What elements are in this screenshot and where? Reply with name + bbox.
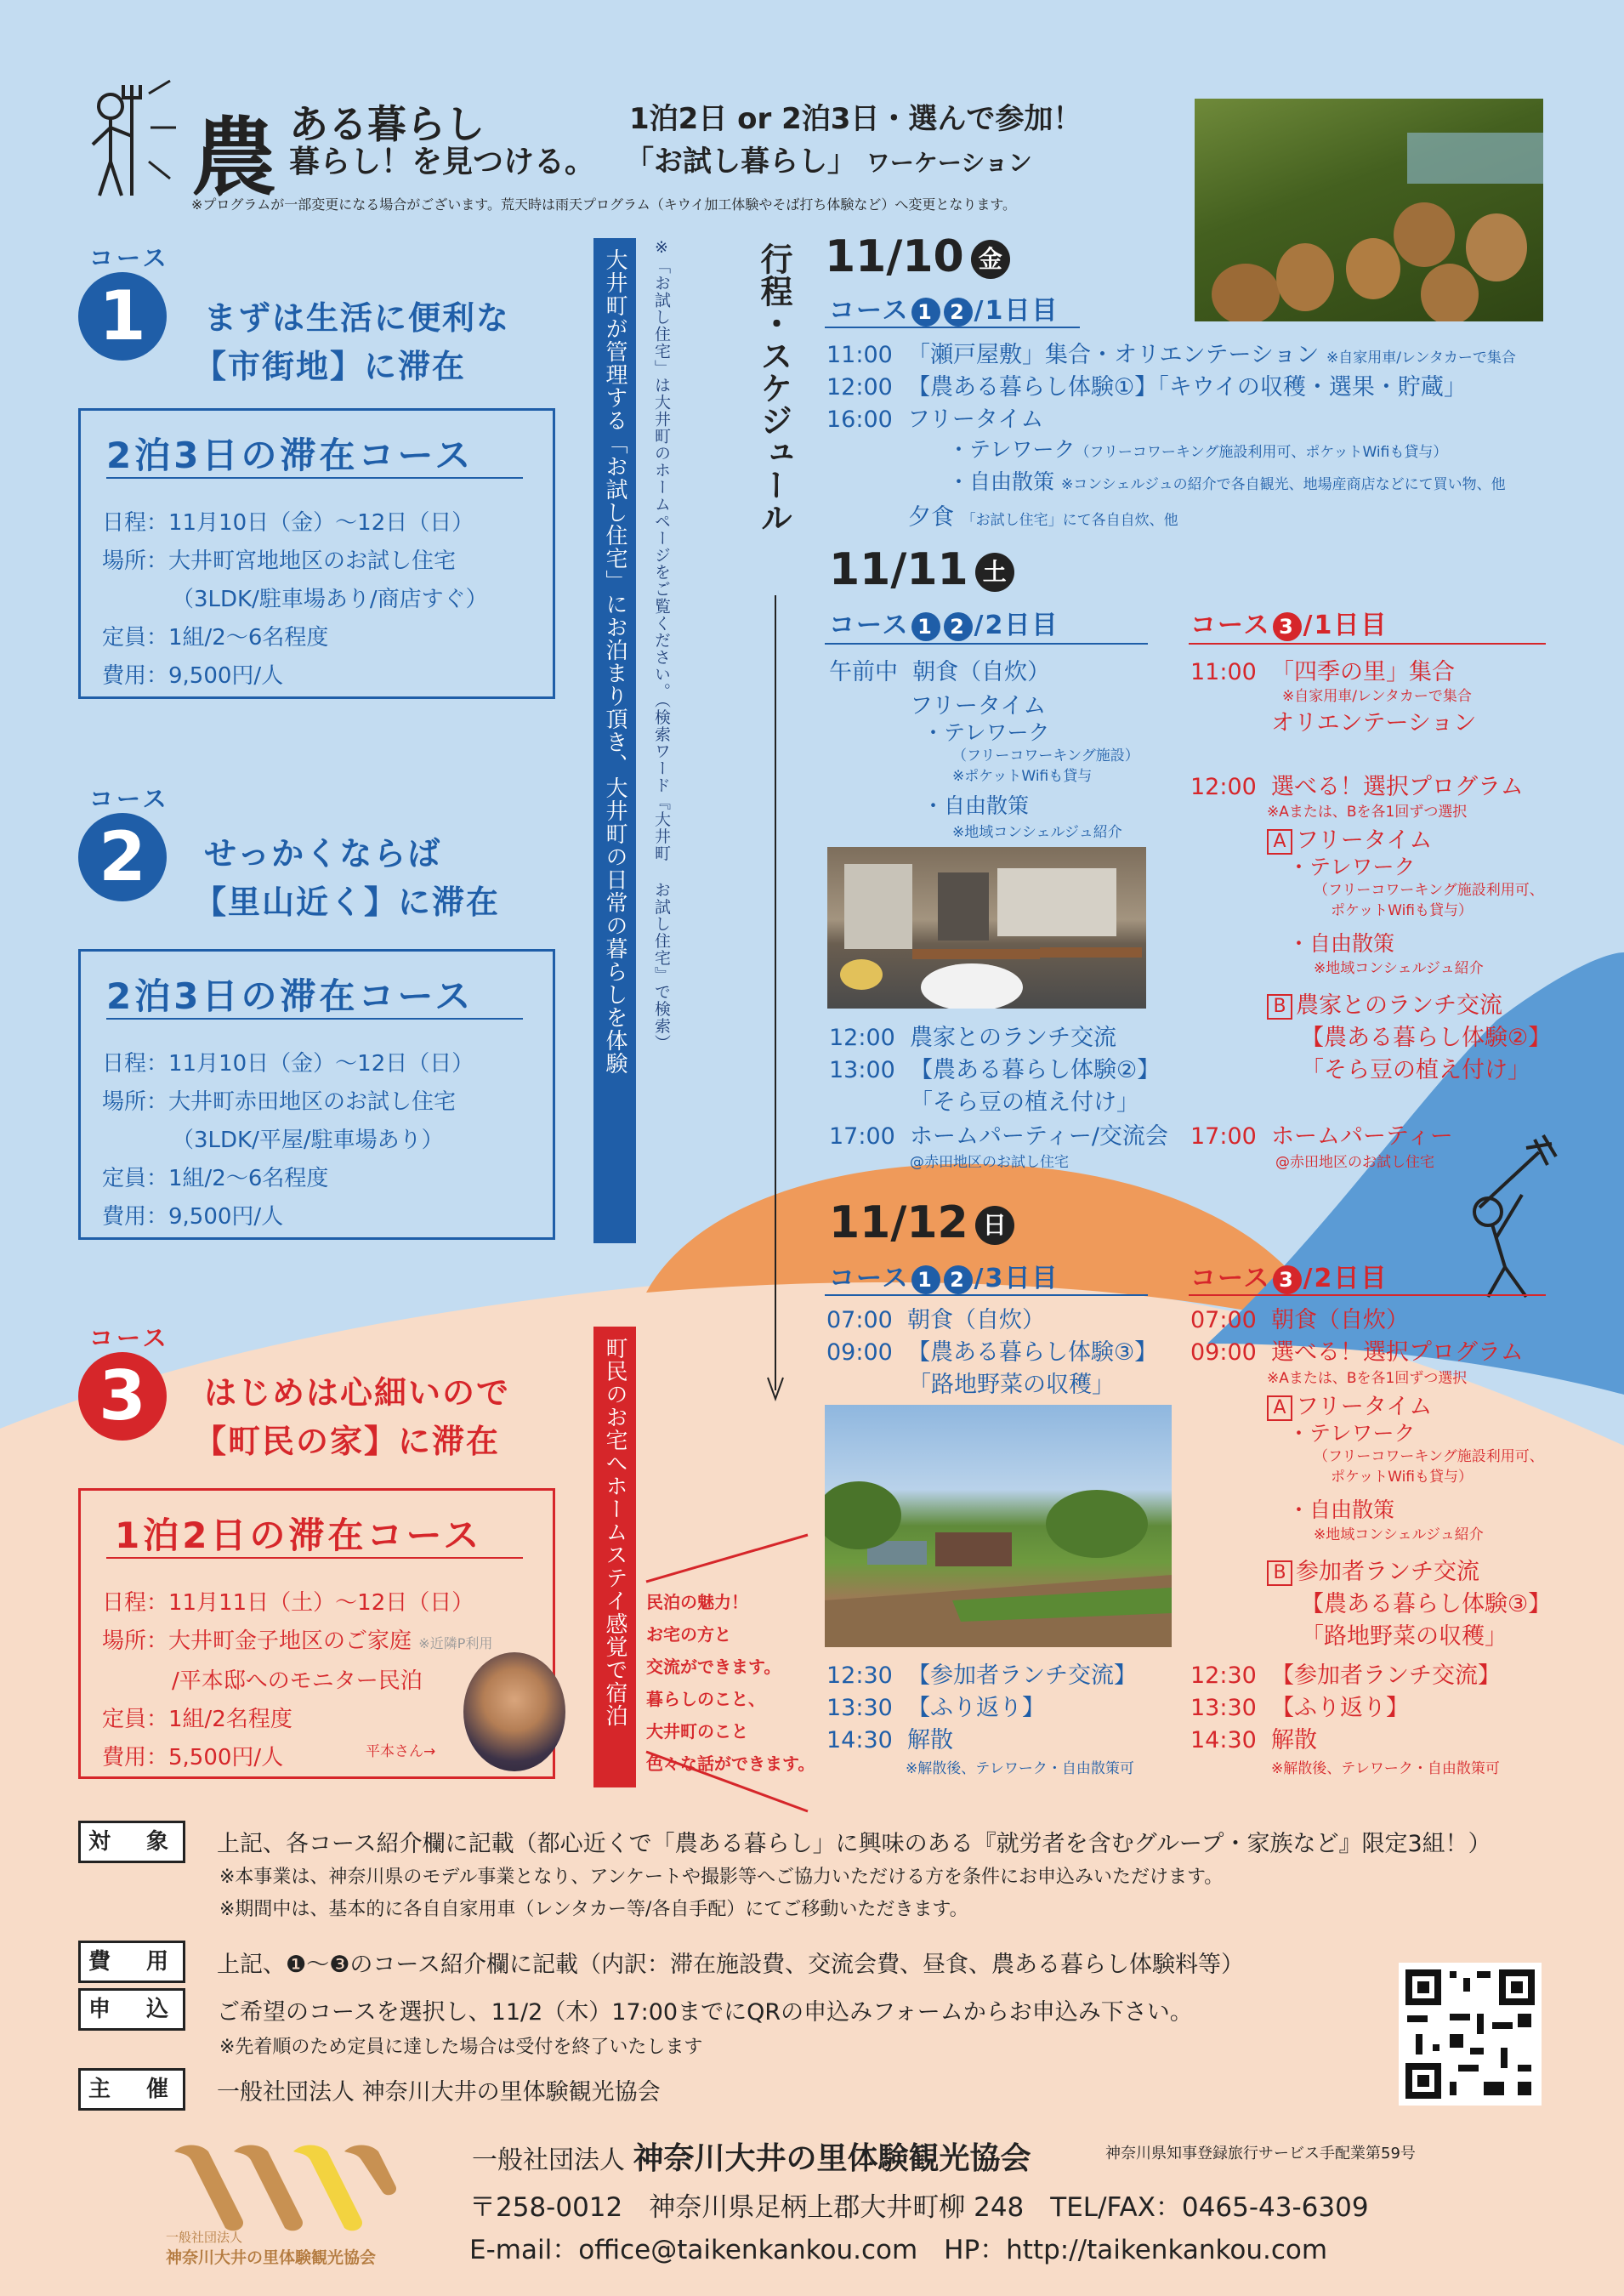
day2-left-row2: @赤田地区のお試し住宅: [910, 1154, 1069, 1171]
day3-left-course-head: [829, 1257, 1059, 1294]
row-text: 朝食（自炊）: [906, 1307, 1045, 1333]
row-time: 13:30: [1190, 1695, 1257, 1721]
day3-right-row: [1190, 1657, 1501, 1690]
row-time: 14:30: [1190, 1727, 1257, 1753]
day2-left-row: フリータイム: [910, 693, 1047, 719]
course1-title-1: まずは生活に便利な: [204, 299, 511, 337]
field-photo: [825, 1405, 1172, 1647]
footer-org-name: 神奈川大井の里体験観光協会: [633, 2141, 1031, 2176]
course2-line: 場所：大井町赤田地区のお試し住宅: [102, 1089, 457, 1115]
field-scene: [825, 1405, 1172, 1647]
header-note: ※プログラムが一部変更になる場合がございます。荒天時は雨天プログラム（キウイ加工体験やそば打ち体験など）へ変更となります。: [191, 196, 1017, 213]
row-text: 参加者ランチ交流: [1296, 1559, 1479, 1585]
day2-left-underline: [825, 643, 1148, 645]
speech-line: 交流ができます。: [646, 1657, 781, 1677]
row-text: ・自由散策: [948, 469, 1055, 494]
logo-caption-2: 神奈川大井の里体験観光協会: [166, 2248, 377, 2267]
row-text: フリータイム: [906, 406, 1044, 433]
row-text: 選べる！選択プログラム: [1270, 774, 1524, 800]
row-text: 【農ある暮らし体験①】「キウイの収穫・選果・貯蔵」: [906, 374, 1467, 401]
footer-address: 〒258-0012 神奈川県足柄上郡大井町柳 248 TEL/FAX：0465-43-6309: [469, 2192, 1369, 2223]
course2-box-divider: [106, 1018, 523, 1020]
course3-title-1: はじめは心細いので: [204, 1374, 511, 1412]
catch-main: 「お試し暮らし」: [625, 145, 856, 179]
day3-weekday: 日: [975, 1206, 1014, 1245]
day2-left-row: ※地域コンシェルジュ紹介: [952, 824, 1122, 841]
day3-left-row2: ※解散後、テレワーク・自由散策可: [906, 1760, 1134, 1777]
row-time: 11:00: [826, 342, 893, 368]
row-text: 【農ある暮らし体験②】: [909, 1057, 1161, 1083]
day2-right-row: オリエンテーション: [1271, 710, 1477, 736]
row-time: 17:00: [1190, 1123, 1257, 1150]
row-time: 14:30: [826, 1727, 893, 1753]
info-target-line: ※期間中は、基本的に各自自家用車（レンタカー等/各自手配）にてご移動いただきます。: [219, 1899, 968, 1920]
course1-number: 1: [78, 272, 167, 361]
row-note: ※コンシェルジュの紹介で各自観光、地場産商店などにて買い物、他: [1060, 476, 1506, 493]
row-text: 【参加者ランチ交流】: [1270, 1662, 1501, 1689]
day1-row: [826, 401, 1043, 434]
row-text: 【農ある暮らし体験③】: [906, 1339, 1158, 1366]
day1-underline: [825, 327, 1080, 328]
person-caption: 平本さん→: [366, 1743, 436, 1760]
option-box: B: [1267, 1560, 1292, 1586]
info-target-line: 上記、各コース紹介欄に記載（都心近くで「農ある暮らし」に興味のある『就労者を含むグループ・家族など』限定3組！）: [217, 1831, 1491, 1857]
host-photo: [463, 1652, 565, 1771]
day1-date-text: 11/10: [825, 231, 964, 282]
row-time: 12:00: [829, 1025, 895, 1051]
day2-right-row: [1190, 653, 1455, 686]
day2-right-course-head: [1190, 604, 1388, 641]
day2-right-row: 【農ある暮らし体験②】: [1301, 1025, 1552, 1051]
coworking-photo: [827, 847, 1146, 1009]
day3-right-row: [1190, 1301, 1409, 1334]
row-text: 「四季の里」集合: [1270, 659, 1455, 685]
day3-left-row: [826, 1333, 1157, 1367]
course2-box-title: 2泊3日の滞在コース: [106, 975, 474, 1017]
day3-right-course-head: [1190, 1257, 1388, 1294]
course-head-day: /2日目: [974, 611, 1059, 640]
day3-right-underline: [1189, 1294, 1546, 1296]
row-text: 朝食（自炊）: [1270, 1307, 1409, 1333]
info-organizer-line: 一般社団法人 神奈川大井の里体験観光協会: [217, 2079, 661, 2106]
course1-line: 場所：大井町宮地地区のお試し住宅: [102, 548, 457, 574]
day3-right-row: （フリーコワーキング施設利用可、: [1314, 1448, 1544, 1465]
day2-left-row2: [829, 1019, 1116, 1052]
row-note: （フリーコワーキング施設利用可、ポケットWifiも貸与）: [1075, 444, 1448, 461]
day2-right-row: ※自家用車/レンタカーで集合: [1282, 688, 1472, 705]
course2-line: （3LDK/平屋/駐車場あり）: [172, 1128, 444, 1153]
row-time: 17:00: [829, 1123, 895, 1150]
title-line-1: ある暮らし: [289, 101, 485, 147]
course1-line: 定員：1組/2～6名程度: [102, 625, 329, 651]
course-head-label: コース: [829, 1264, 910, 1293]
course-num-badge: 3: [1273, 612, 1302, 641]
course-head-day: /2日目: [1303, 1264, 1388, 1293]
row-text: ホームパーティー: [1270, 1123, 1453, 1150]
day3-right-row: ※地域コンシェルジュ紹介: [1314, 1526, 1484, 1543]
speech-line: 大井町のこと: [646, 1721, 748, 1742]
course1-box-divider: [106, 477, 523, 479]
day3-left-row2: [826, 1721, 953, 1754]
course1-details: [102, 504, 488, 696]
info-target-line: ※本事業は、神奈川県のモデル事業となり、アンケートや撮影等へご協力いただける方を条件にお申込みいただけます。: [219, 1867, 1224, 1888]
parking-note: ※近隣P利用: [418, 1635, 493, 1651]
day3-date-text: 11/12: [829, 1197, 968, 1248]
speech-bubble: [646, 1586, 815, 1780]
option-box: A: [1267, 829, 1292, 855]
course-head-day: /1日目: [974, 296, 1059, 326]
info-apply-line: ※先着順のため定員に達した場合は受付を終了いたします: [219, 2037, 703, 2058]
course1-box: [78, 408, 555, 699]
day3-right-row: [1190, 1333, 1524, 1367]
day3-left-row2: [826, 1657, 1137, 1690]
day3-date: [829, 1197, 1014, 1248]
course1-label: コース: [89, 244, 170, 272]
course-head-day: /1日目: [1303, 611, 1388, 640]
course3-box-title: 1泊2日の滞在コース: [115, 1515, 483, 1556]
day3-left-row2: [826, 1689, 1045, 1722]
course3-line: [102, 1623, 492, 1662]
course3-label: コース: [89, 1324, 170, 1352]
course2-line: 日程：11月10日（金）～12日（日）: [102, 1051, 474, 1077]
farmer-figure-icon: [81, 77, 183, 204]
info-label-organizer: 主 催: [78, 2068, 185, 2111]
course2-line: 費用：9,500円/人: [102, 1204, 284, 1230]
row-text: 解散: [1270, 1727, 1317, 1753]
hoe-figure-icon: [1462, 1131, 1564, 1301]
course2-details: [102, 1045, 474, 1236]
row-text: 「瀬戸屋敷」集合・オリエンテーション: [906, 342, 1320, 368]
org-logo-icon: [166, 2134, 404, 2236]
row-time: 13:00: [829, 1057, 895, 1083]
course-num-badge: 1: [911, 298, 940, 327]
day2-right-row: [1190, 768, 1524, 801]
course1-title-2: 【市街地】に滞在: [194, 348, 467, 385]
row-time: 12:00: [1190, 774, 1257, 800]
day2-left-row: ・テレワーク: [923, 720, 1050, 745]
day2-right-row: ・テレワーク: [1288, 855, 1416, 879]
course1-box-title: 2泊3日の滞在コース: [106, 435, 474, 476]
day1-row: [826, 368, 1467, 401]
day2-left-row: [829, 653, 1050, 686]
kiwi-photo: [1195, 99, 1543, 321]
speech-line: お宅の方と: [646, 1624, 731, 1645]
title-line-2: 暮らし！を見つける。: [289, 145, 596, 179]
row-time: 13:30: [826, 1695, 893, 1721]
row-text: フリータイム: [1296, 1394, 1433, 1420]
row-text: 夕食: [908, 504, 954, 531]
day3-left-row: 「路地野菜の収穫」: [908, 1372, 1115, 1398]
course3-title-2: 【町民の家】に滞在: [194, 1423, 501, 1460]
row-text: 農家とのランチ交流: [1296, 992, 1502, 1019]
day2-right-row: （フリーコワーキング施設利用可、: [1314, 882, 1544, 899]
course-num-badge: 3: [1273, 1265, 1302, 1294]
day2-left-course-head: [829, 604, 1059, 641]
day2-right-underline: [1189, 643, 1546, 645]
day2-left-row2: [829, 1051, 1160, 1084]
row-note: ※自家用車/レンタカーで集合: [1326, 350, 1516, 367]
footer-license: 神奈川県知事登録旅行サービス手配業第59号: [1105, 2145, 1416, 2162]
course2-title-1: せっかくならば: [204, 835, 442, 872]
qr-code-pattern: [1399, 1963, 1542, 2106]
day2-right-row: ・自由散策: [1288, 931, 1395, 956]
course3-line: /平本邸へのモニター民泊: [172, 1668, 423, 1694]
row-text: 選べる！選択プログラム: [1270, 1339, 1524, 1366]
day2-right-row: [1190, 1117, 1453, 1151]
course3-line-text: 場所：大井町金子地区のご家庭: [102, 1628, 412, 1654]
day2-right-row: 「そら豆の植え付け」: [1301, 1057, 1530, 1083]
day1-date: [825, 231, 1010, 282]
row-time: 09:00: [826, 1339, 893, 1366]
footer-contact[interactable]: E-mail：office@taikenkankou.com HP：http://taikenkankou.com: [469, 2235, 1328, 2265]
row-note: 「お試し住宅」にて各自自炊、他: [961, 512, 1178, 529]
schedule-arrow: [765, 595, 786, 1403]
day2-right-row: [1267, 986, 1502, 1020]
course-head-label: コース: [829, 611, 910, 640]
day1-row: [948, 433, 1447, 463]
row-time: 12:00: [826, 374, 893, 401]
row-text: 農家とのランチ交流: [909, 1025, 1116, 1051]
vertical-strip-blue: 大井町が管理する「お試し住宅」にお泊まり頂き、大井町の日常の暮らしを体験: [593, 238, 636, 1243]
row-time: 11:00: [1190, 659, 1257, 685]
footer-org-prefix: 一般社団法人: [472, 2145, 625, 2175]
day2-left-row: （フリーコワーキング施設）: [952, 747, 1139, 764]
course3-box-divider: [106, 1557, 523, 1559]
day2-right-row: ポケットWifiも貸与）: [1331, 902, 1474, 919]
day2-left-row2: 「そら豆の植え付け」: [910, 1089, 1139, 1116]
catch-sub: ワーケーション: [866, 149, 1032, 177]
speech-line: 民泊の魅力！: [646, 1592, 748, 1612]
day2-right-row: ※Aまたは、Bを各1回ずつ選択: [1267, 804, 1468, 821]
footer-org: [472, 2134, 1031, 2178]
day3-right-row: ・テレワーク: [1288, 1421, 1416, 1446]
course2-box: [78, 949, 555, 1240]
day1-row: [908, 498, 1178, 531]
course3-number: 3: [78, 1352, 167, 1441]
day1-row: [826, 336, 1516, 369]
course-head-day: /3日目: [974, 1264, 1059, 1293]
row-time: 12:30: [826, 1662, 893, 1689]
info-label-apply: 申 込: [78, 1988, 185, 2031]
day3-right-row: ※Aまたは、Bを各1回ずつ選択: [1267, 1370, 1468, 1387]
catch-line-1: 1泊2日 or 2泊3日・選んで参加！: [629, 102, 1082, 136]
row-text: ホームパーティー/交流会: [909, 1123, 1168, 1150]
qr-code[interactable]: [1399, 1963, 1542, 2106]
course2-line: 定員：1組/2～6名程度: [102, 1166, 329, 1191]
row-text: 【参加者ランチ交流】: [906, 1662, 1137, 1689]
day1-weekday: 金: [971, 240, 1010, 279]
course2-label: コース: [89, 785, 170, 813]
speech-line: 暮らしのこと、: [646, 1689, 765, 1709]
course3-line: 日程：11月11日（土）～12日（日）: [102, 1590, 474, 1616]
info-label-target: 対 象: [78, 1821, 185, 1863]
course-head-label: コース: [829, 296, 910, 326]
day3-right-row: 「路地野菜の収穫」: [1301, 1623, 1508, 1650]
row-time: 16:00: [826, 406, 893, 433]
row-time: 12:30: [1190, 1662, 1257, 1689]
day2-right-row: @赤田地区のお試し住宅: [1275, 1154, 1434, 1171]
row-text: 【ふり返り】: [906, 1695, 1045, 1721]
vertical-strip-red: 町民のお宅へホームステイ感覚で宿泊: [593, 1327, 636, 1787]
course-num-badge: 1: [911, 1265, 940, 1294]
day3-left-row: [826, 1301, 1045, 1334]
day2-date-text: 11/11: [829, 544, 968, 595]
info-apply-line: ご希望のコースを選択し、11/2（木）17:00までにQRの申込みフォームからお申込み下さい。: [217, 1999, 1193, 2026]
course1-line: （3LDK/駐車場あり/商店すぐ）: [172, 587, 488, 612]
schedule-heading: 行程・スケジュール: [755, 242, 792, 533]
row-text: 【ふり返り】: [1270, 1695, 1409, 1721]
course3-box: [78, 1488, 555, 1779]
row-text: 朝食（自炊）: [912, 659, 1051, 685]
course3-line: 定員：1組/2名程度: [102, 1707, 292, 1732]
day3-right-row: ※解散後、テレワーク・自由散策可: [1271, 1760, 1500, 1777]
course-head-label: コース: [1190, 611, 1271, 640]
row-time: 午前中: [829, 659, 898, 685]
day2-date: [829, 544, 1014, 595]
day3-right-row: [1190, 1721, 1317, 1754]
option-box: A: [1267, 1395, 1292, 1421]
option-box: B: [1267, 994, 1292, 1020]
course1-line: 日程：11月10日（金）～12日（日）: [102, 510, 474, 536]
row-text: 解散: [906, 1727, 953, 1753]
coworking-furniture: [827, 847, 1146, 1009]
day3-right-row: [1267, 1553, 1479, 1586]
catch-line-2: [625, 138, 1032, 179]
day3-right-row: 【農ある暮らし体験③】: [1301, 1591, 1552, 1617]
vertical-note: ※「お試し住宅」は大井町のホームページをご覧ください。（検索ワード『大井町 お試し住宅』で検索）: [652, 238, 671, 1052]
info-fee-line: 上記、❶～❸のコース紹介欄に記載（内訳：滞在施設費、交流会費、昼食、農ある暮らし体験料等）: [217, 1952, 1245, 1978]
row-time: 07:00: [826, 1307, 893, 1333]
course1-line: 費用：9,500円/人: [102, 663, 284, 689]
logo-caption-1: 一般社団法人: [166, 2230, 243, 2245]
speech-line: 色々な話ができます。: [646, 1753, 815, 1774]
kiwi-fruits: [1195, 99, 1543, 321]
day2-weekday: 土: [975, 553, 1014, 592]
course-num-badge: 2: [944, 298, 973, 327]
row-time: 07:00: [1190, 1307, 1257, 1333]
info-label-fee: 費 用: [78, 1941, 185, 1983]
day1-row: [948, 465, 1506, 496]
course3-line: 費用：5,500円/人: [102, 1745, 284, 1770]
day2-left-row: ・自由散策: [923, 793, 1030, 818]
row-text: ・テレワーク: [948, 437, 1076, 462]
course-head-label: コース: [1190, 1264, 1271, 1293]
course-num-badge: 2: [944, 612, 973, 641]
day3-right-row: [1190, 1689, 1409, 1722]
day3-right-row: ポケットWifiも貸与）: [1331, 1469, 1474, 1486]
row-text: フリータイム: [1296, 827, 1433, 854]
course-num-badge: 2: [944, 1265, 973, 1294]
day2-left-row2: [829, 1117, 1168, 1151]
day3-left-underline: [825, 1294, 1148, 1296]
title-kanji: 農: [191, 108, 276, 207]
row-time: 09:00: [1190, 1339, 1257, 1366]
day2-right-row: ※地域コンシェルジュ紹介: [1314, 960, 1484, 977]
course-num-badge: 1: [911, 612, 940, 641]
day1-course-head: [829, 289, 1059, 327]
course2-number: 2: [78, 813, 167, 901]
day3-right-row: ・自由散策: [1288, 1498, 1395, 1522]
course2-title-2: 【里山近く】に滞在: [194, 884, 501, 921]
day2-left-row: ※ポケットWifiも貸与: [952, 768, 1093, 785]
